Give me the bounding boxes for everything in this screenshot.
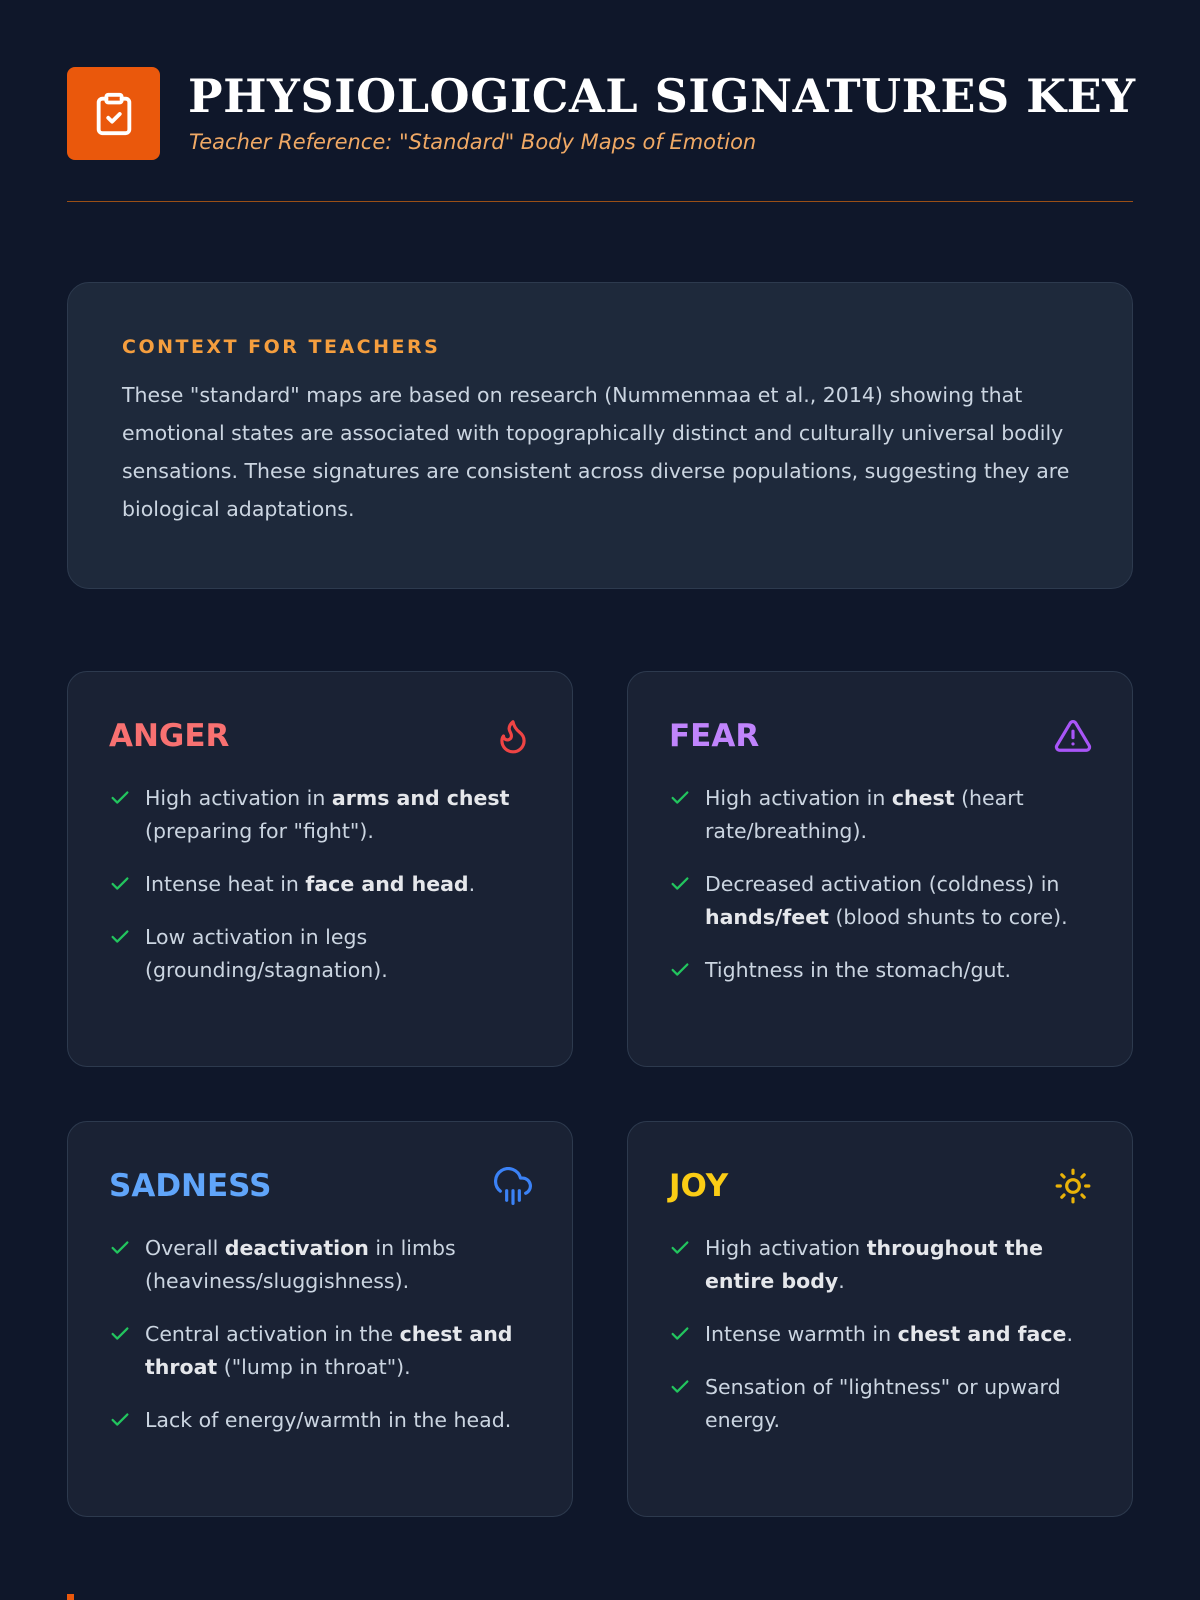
card-title: ANGER: [109, 718, 230, 754]
check-icon: [109, 787, 131, 809]
bullet-text: .: [468, 872, 476, 896]
bullet-emphasis: chest and face: [897, 1322, 1067, 1346]
check-icon: [669, 959, 691, 981]
sun-icon: [1054, 1167, 1092, 1205]
list-item: [669, 1232, 1092, 1298]
bullet-text: Intense heat in: [145, 872, 306, 896]
context-heading: CONTEXT FOR TEACHERS: [122, 336, 441, 358]
page-title: PHYSIOLOGICAL SIGNATURES KEY: [188, 69, 1136, 123]
list-item: [109, 1232, 532, 1298]
check-icon: [109, 926, 131, 948]
check-icon: [109, 1409, 131, 1431]
bullet-emphasis: throughout the entire body: [705, 1236, 1044, 1293]
card-title: FEAR: [669, 718, 760, 754]
bullet-text: .: [838, 1269, 845, 1293]
bullet-text: Sensation of "lightness" or upward energy.: [705, 1375, 1061, 1432]
list-item: [669, 782, 1092, 848]
list-item: [109, 782, 532, 848]
bullet-text: (blood shunts to core).: [828, 905, 1068, 929]
bullet-emphasis: deactivation: [224, 1236, 369, 1260]
bullet-emphasis: hands/feet: [705, 905, 829, 929]
bullet-text: High activation in: [705, 786, 892, 810]
check-icon: [109, 1323, 131, 1345]
list-item: [669, 1371, 1092, 1437]
bullet-text: (heart rate/breathing).: [705, 786, 1024, 843]
bullet-emphasis: face and head: [305, 872, 469, 896]
bullet-text: .: [1066, 1322, 1073, 1346]
card-title: JOY: [669, 1168, 729, 1204]
bullet-emphasis: arms and chest: [331, 786, 510, 810]
list-item: [669, 1318, 1092, 1351]
alert-triangle-icon: [1054, 717, 1092, 755]
check-icon: [669, 1323, 691, 1345]
bullet-list: [669, 782, 1092, 987]
emotion-card-sadness: [67, 1121, 573, 1517]
bullet-text: (preparing for "fight").: [145, 819, 374, 843]
cloud-rain-icon: [494, 1167, 532, 1205]
list-item: [109, 868, 532, 901]
bullet-text: Lack of energy/warmth in the head.: [145, 1408, 512, 1432]
bullet-text: in limbs (heaviness/sluggishness).: [145, 1236, 456, 1293]
list-item: [109, 1318, 532, 1384]
emotion-card-anger: [67, 671, 573, 1067]
bullet-list: [669, 1232, 1092, 1437]
context-text: These "standard" maps are based on research (Nummenmaa et al., 2014) showing that emotional states are associated with topographically distinct and culturally universal bodily sensations. These signatures are consistent across diverse populations, suggesting they are biological adaptations.: [122, 383, 1070, 521]
bullet-list: [109, 782, 532, 987]
emotion-card-fear: [627, 671, 1133, 1067]
page-header: [67, 67, 1136, 202]
bullet-text: Low activation in legs (grounding/stagnation).: [145, 925, 388, 982]
context-panel: [67, 282, 1133, 589]
bullet-emphasis: chest and throat: [145, 1322, 513, 1379]
list-item: [669, 868, 1092, 934]
bullet-text: High activation in: [145, 786, 332, 810]
flame-icon: [494, 717, 532, 755]
bullet-text: ("lump in throat").: [217, 1355, 411, 1379]
card-title: SADNESS: [109, 1168, 272, 1204]
bullet-text: Decreased activation (coldness) in: [705, 872, 1060, 896]
bullet-text: Intense warmth in: [705, 1322, 898, 1346]
list-item: [669, 954, 1092, 987]
check-icon: [669, 1237, 691, 1259]
check-icon: [109, 873, 131, 895]
check-icon: [669, 1376, 691, 1398]
page-subtitle: Teacher Reference: "Standard" Body Maps of Emotion: [189, 130, 757, 154]
check-icon: [669, 873, 691, 895]
logo-badge: [67, 67, 160, 160]
bullet-list: [109, 1232, 532, 1437]
footer-accent-mark: [67, 1594, 74, 1600]
check-icon: [669, 787, 691, 809]
list-item: [109, 1404, 532, 1437]
bullet-text: Central activation in the: [145, 1322, 400, 1346]
emotion-card-joy: [627, 1121, 1133, 1517]
clipboard-check-icon: [91, 88, 137, 140]
bullet-emphasis: chest: [891, 786, 955, 810]
bullet-text: High activation: [705, 1236, 867, 1260]
bullet-text: Overall: [145, 1236, 225, 1260]
check-icon: [109, 1237, 131, 1259]
list-item: [109, 921, 532, 987]
bullet-text: Tightness in the stomach/gut.: [705, 958, 1011, 982]
